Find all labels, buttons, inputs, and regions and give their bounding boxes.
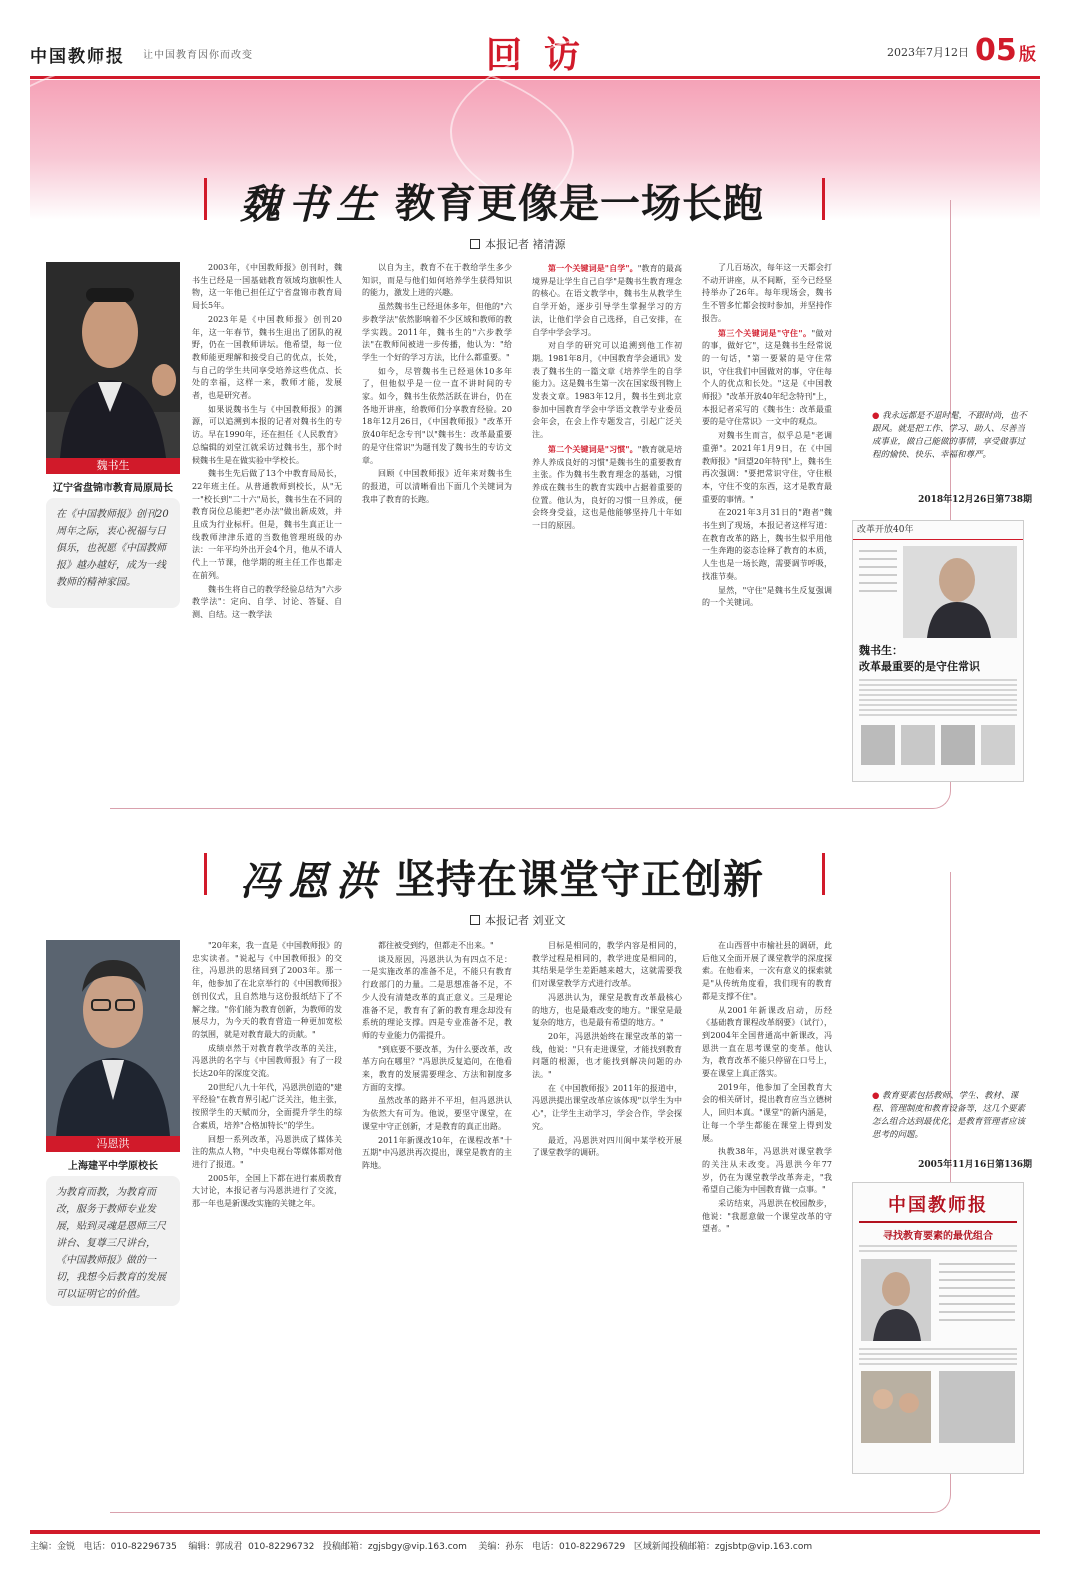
paragraph: 2011年新课改10年，在课程改革"十五期"中冯恩洪再次提出，课堂是教育的主阵地。 <box>362 1135 512 1170</box>
article-headline: 教育更像是一场长跑 <box>395 180 764 227</box>
thumbnail-title: 改革最重要的是守住常识 <box>859 660 980 673</box>
section-title: 回访 <box>486 34 603 76</box>
article-person-name: 魏书生 <box>240 181 384 228</box>
page-number: 05 <box>975 33 1017 68</box>
article-column <box>702 262 832 784</box>
paragraph: 采访结束，冯恩洪在校园散步，他说："我愿意做一个课堂改革的守望者。" <box>702 1199 832 1234</box>
paragraph: 虽然魏书生已经退休多年，但他的"六步教学法"依然影响着不少区域和教师的教学实践。2011年，魏书生的"六步教学法"在教师间被进一步传播，他认为："给学生一个好的学习方法，比什么都重要。" <box>362 302 512 362</box>
thumbnail-photo <box>853 540 1023 640</box>
side-issue-date: 2018年12月26日第738期 <box>918 495 1032 505</box>
footer-email[interactable]: 投稿邮箱：zgjsbgy@vip.163.com <box>322 1542 467 1552</box>
paragraph: 执教38年，冯恩洪对课堂教学的关注从未改变。冯恩洪今年77岁，仍在为课堂教学改革奔走，"我希望自己能为中国教育做一点事。" <box>702 1147 832 1195</box>
paragraph: 目标是相同的，教学内容是相同的，教学过程是相同的，教学进度是相同的，其结果是学生差距越来越大，这就需要我们对课堂教学方式进行改革。 <box>532 941 682 989</box>
paragraph: "到底要不要改革，为什么要改革，改革方向在哪里？"冯恩洪反复追问，在他看来，教育的发展需要理念、方法和制度多方面的支撑。 <box>362 1044 512 1092</box>
paragraph: 对自学的研究可以追溯到他工作初期。1981年8月，《中国教育学会通讯》发表了魏书生的一篇文章《培养学生的自学能力》。这是魏书生第一次在国家级刊物上发表文章。1983年12月，魏书生到北京参加中国教育学会中学语文教学专业委员会年会，在会上作专题发言，引起广泛关注。 <box>532 341 682 440</box>
article-column <box>362 940 512 1502</box>
thumbnail-header: 改革开放40年 <box>853 521 1023 540</box>
newspaper-logo: 中国教师报 <box>30 47 125 67</box>
past-issue-thumbnail <box>852 520 1024 782</box>
thumbnail-title: 魏书生： <box>859 644 903 657</box>
headline-bar-left <box>204 178 207 220</box>
thumbnail-title: 寻找教育要素的最优组合 <box>883 1231 993 1242</box>
paragraph: 在2021年3月31日的"跑者"魏书生到了现场，本报记者这样写道：在教育改革的路上，魏书生似乎用他一生奔跑的姿态诠释了教育的本质，人生也是一场长跑，需要调节呼吸，找准节奏。 <box>702 508 832 581</box>
paragraph: 2019年，他参加了全国教育大会的相关研讨，提出教育应当立德树人，回归本真。"课堂"的新内涵是，让每一个学生都能在课堂上得到发展。 <box>702 1082 832 1143</box>
paragraph: 第三个关键词是"守住"。"做对的事，做好它"，这是魏书生经常说的一句话，"第一要紧的是守住常识，守住我们中国做对的事，守住每个人的优点和长处。"这是《中国教师报》"改革开放40年纪念特刊"上，本报记者采写的《魏书生：改革最重要的是守住常识》一文中的观点。 <box>702 327 832 427</box>
paragraph: 都往被受到约，但都走不出来。" <box>378 941 494 950</box>
paragraph: 20世纪八九十年代，冯恩洪创造的"建平经验"在教育界引起广泛关注，他主张，按照学生的天赋而分，全面提升学生的综合素质，培养"合格加特长"的学生。 <box>192 1082 342 1130</box>
paragraph: 虽然改革的路并不平坦，但冯恩洪认为依然大有可为。他说，要坚守课堂，在课堂中守正创新，才是教育的真正出路。 <box>362 1096 512 1131</box>
portrait-photo <box>46 940 180 1152</box>
past-issue-thumbnail <box>852 1182 1024 1474</box>
page-suffix: 版 <box>1019 45 1036 65</box>
footer-item: 美编：孙东 <box>478 1542 524 1552</box>
portrait-name-label: 冯恩洪 <box>46 1136 180 1152</box>
footer-item: 010-82296732 <box>248 1542 315 1552</box>
pull-quote: 为教育而教，为教育而改，服务于教师专业发展，贴到灵魂是恩师三尺讲台、复尊三尺讲台，《中国教师报》做的一切，我想今后教育的发展可以证明它的价值。 <box>46 1176 180 1306</box>
headline-bar-left <box>204 853 207 895</box>
article-person-name: 冯恩洪 <box>240 858 384 905</box>
paragraph: 如今，尽管魏书生已经退休10多年了，但他似乎是一位一直不讲时间的专家。如今，魏书生依然活跃在讲台，仍在各地开讲座，给教师们分享教育经验。2018年12月26日，《中国教师报》"改革开放40年纪念专刊"以"魏书生：改革最重要的是守住常识"为题刊发了魏书生的专访文章。 <box>362 366 512 465</box>
footer-item: 主编：金锐 <box>30 1542 76 1552</box>
paragraph: 在《中国教师报》2011年的报道中，冯恩洪提出课堂改革应该体现"以学生为中心"，让学生主动学习，学会合作，学会探究。 <box>532 1083 682 1131</box>
issue-date: 2023年7月12日 <box>887 46 969 59</box>
side-quote: ● 教育要素包括教师、学生、教材、课程、管理制度和教育设备等，这几个要素怎么组合达到最优化，是教育管理者应该思考的问题。 <box>872 1090 1032 1142</box>
thumbnail-photo-strip <box>853 1369 1023 1449</box>
paragraph: 第二个关键词是"习惯"。"教育就是培养人养成良好的习惯"是魏书生的重要教育主张。作为魏书生教育理念的基础，习惯养成在魏书生的教育实践中占据着重要的位置。他认为，良好的习惯一旦养成，便会终身受益，这也是他能够坚持几十年如一日的原因。 <box>532 443 682 531</box>
article-column <box>532 262 682 784</box>
paragraph: 对魏书生而言，似乎总是"老调重弹"。2021年1月9日，在《中国教师报》"回望20年特刊"上，魏书生再次强调："要把常识守住，守住根本，守住不变的东西，这才是教育最重要的事情。" <box>702 431 832 504</box>
byline: 本报记者 刘亚文 <box>470 912 566 928</box>
paragraph: 2003年，《中国教师报》创刊时，魏书生已经是一国基础教育领域均旗帜性人物，这一年他已担任辽宁省盘锦市教育局局长5年。 <box>192 263 342 311</box>
paragraph: 谈及原因，冯恩洪认为有四点不足：一是实施改革的准备不足，不能只有教育行政部门的力量。二是思想准备不足，不少人没有清楚改革的真正意义。三是理论准备不足，教育有了新的教育理念却没有系统的理论支撑。四是专业准备不足，教师的专业能力仍需提升。 <box>362 954 512 1040</box>
paragraph: 魏书生将自己的教学经验总结为"六步教学法"：定向、自学、讨论、答疑、自测、自结。这一教学法 <box>192 584 342 619</box>
footer-item: 电话：010-82296729 <box>532 1542 626 1552</box>
newspaper-slogan: 让中国教育因你而改变 <box>143 50 253 61</box>
side-issue-date: 2005年11月16日第136期 <box>918 1160 1032 1170</box>
footer-item: 电话：010-82296735 <box>83 1542 177 1552</box>
paragraph: 2023年是《中国教师报》创刊20年，这一年春节，魏书生退出了团队的视野，仍在一国教师讲坛。他希望，每一位教师能更理解和接受自己的优点，长处，与自己的学生共同享受培养这些优点、长处的幸福，这样一来，教师才能，发展者，也是研究者。 <box>192 314 342 401</box>
paragraph: 最近，冯恩洪对四川阆中某学校开展了课堂教学的调研。 <box>532 1135 682 1158</box>
paragraph: 回想一系列改革，冯恩洪成了媒体关注的焦点人物，"中央电视台等媒体都对他进行了报道。" <box>192 1134 342 1169</box>
paragraph: 2005年，全国上下都在进行素质教育大讨论，本报记者与冯恩洪进行了交流，那一年也是新课改实施的关键之年。 <box>192 1173 342 1209</box>
paragraph: 显然，"守住"是魏书生反复强调的一个关键词。 <box>702 585 832 608</box>
paragraph: 从2001年新课改启动，历经《基础教育课程改革纲要》（试行），到2004年全国普通高中新课改，冯恩洪一直在思考课堂的变革。他认为，教育改革不能只停留在口号上，要在课堂上真正落实。 <box>702 1005 832 1079</box>
thumbnail-masthead: 中国教师报 <box>888 1195 988 1216</box>
article-column <box>192 262 342 784</box>
footer-item: 编辑：郭成君 <box>188 1542 243 1552</box>
byline: 本报记者 褚清源 <box>470 236 566 252</box>
paragraph: "20年来，我一直是《中国教师报》的忠实读者。"说起与《中国教师报》的交往，冯恩洪的思绪回到了2003年。那一年，他参加了在北京举行的《中国教师报》创刊仪式，且自然地与这份报纸结下了不解之缘。"你们能为教育创新，为教师的发展尽力，为今天的教育营造一种更加宽松的氛围，就是对教育最大的贡献。" <box>192 941 342 1039</box>
paragraph: 第一个关键词是"自学"。"教育的最高境界是让学生自己自学"是魏书生教育理念的核心。在语文教学中，魏书生从教学生自学开始，逐步引导学生掌握学习的方法，让他们学会自己选择，自己安排，在自学中学会学习。 <box>532 263 682 337</box>
paragraph: 如果说魏书生与《中国教师报》的渊源，可以追溯到本报的记者对魏书生的专访。早在1990年，还在担任《人民教育》总编辑的刘堂江就采访过魏书生，那个时候魏书生是在做实验中学校长。 <box>192 404 342 465</box>
paragraph: 了几百场次，每年这一天都会打不动开讲座，从不间断，至今已经坚持举办了26年。每年现场会，魏书生不管多忙都会按时参加，并坚持作报告。 <box>702 263 832 323</box>
portrait-name-label: 魏书生 <box>46 458 180 474</box>
article-column <box>532 940 682 1502</box>
footer-credits <box>30 1539 1040 1552</box>
article-column <box>362 262 512 784</box>
side-quote: ● 我永远都是不退时髦，不跟时尚，也不跟风。就是把工作、学习、助人、尽善当成事业，做自己能做的事情，享受做事过程的愉快、快乐、幸福和尊严。 <box>872 410 1032 462</box>
paragraph: 20年，冯恩洪始终在课堂改革的第一线，他说："只有走进课堂，才能找到教育问题的根源，也才能找到解决问题的办法。" <box>532 1031 682 1080</box>
paragraph: 以自为主，教育不在于教给学生多少知识，而是与他们如何培养学生获得知识的能力，激发上进的兴趣。 <box>362 263 512 298</box>
paragraph: 魏书生先后做了13个中教育局局长，22年班主任。从普通教师到校长，从"无一"校长到"二十六"局长，魏书生在不同的教育岗位总能把"老办法"做出新成效，并且成为行业标杆。但是，魏书生真正让一线教师津津乐道的当数他管理班级的办法：一年平均外出开会4个月，他从不请人代上一节课，他学期的班主任工作也都走在前列。 <box>192 469 342 580</box>
paragraph: 在山西晋中市榆社县的调研，此后他又全面开展了课堂教学的深度探索。在他看来，一次有意义的探索就是"从传统角度看，我们现有的教育都是支撑不住"。 <box>702 941 832 1001</box>
footer-rule <box>30 1530 1040 1534</box>
article-column <box>702 940 832 1502</box>
thumbnail-photo <box>853 1255 1023 1345</box>
portrait-caption: 上海建平中学原校长 <box>68 1161 158 1172</box>
paragraph: 成绩卓然于对教育教学改革的关注，冯恩洪的名字与《中国教师报》有了一段长达20年的深度交流。 <box>192 1043 342 1079</box>
article-column <box>192 940 342 1502</box>
headline-bar-right <box>822 178 825 220</box>
headline-bar-right <box>822 853 825 895</box>
thumbnail-photo-strip <box>853 719 1023 769</box>
paragraph: 回顾《中国教师报》近年来对魏书生的报道，可以清晰看出下面几个关键词为我串了教育的长跑。 <box>362 469 512 504</box>
footer-email[interactable]: 区域新闻投稿邮箱：zgjsbtp@vip.163.com <box>633 1542 813 1552</box>
portrait-photo <box>46 262 180 474</box>
portrait-caption: 辽宁省盘锦市教育局原局长 <box>53 483 173 494</box>
article-headline: 坚持在课堂守正创新 <box>395 856 764 903</box>
paragraph: 冯恩洪认为，课堂是教育改革最核心的地方，也是最难改变的地方。"课堂是最复杂的地方，也是最有希望的地方。" <box>532 992 682 1028</box>
pull-quote: 在《中国教师报》创刊20周年之际，衷心祝福与日俱乐，也祝愿《中国教师报》越办越好，成为一线教师的精神家园。 <box>46 498 180 608</box>
